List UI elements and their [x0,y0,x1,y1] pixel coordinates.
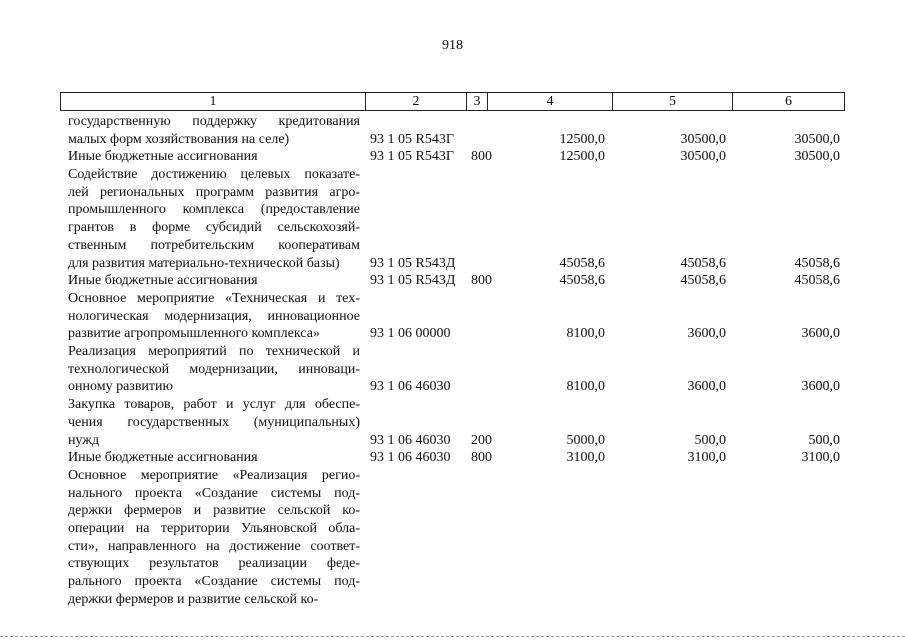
budget-code: 93 1 05 R543Д [370,255,456,271]
budget-code: 93 1 06 00000 [370,326,451,342]
description-line: Основное мероприятие «Реализация регио- [68,467,360,483]
description-line: государственную поддержку кредитования [68,114,360,129]
amount-col-6: 30500,0 [794,149,840,165]
description-line: сти», направленного на достижение соответ- [68,538,360,554]
description-line: Иные бюджетные ассигнования [68,450,258,466]
description-line: нального проекта «Создание системы под- [68,485,360,501]
description-line: нужд [68,432,100,448]
amount-col-4: 45058,6 [559,255,605,271]
expense-type: 800 [471,273,492,289]
expense-type: 800 [471,149,492,165]
amount-col-5: 45058,6 [680,273,726,289]
amount-col-5: 3600,0 [687,379,726,395]
description-line: грантов в форме субсидий сельскохозяй- [68,220,360,236]
table-row [0,272,905,290]
amount-col-6: 30500,0 [794,131,840,147]
amount-col-6: 45058,6 [794,273,840,289]
table-row [0,449,905,467]
expense-type: 800 [471,450,492,466]
description-line: ственным потребительским кооперативам [68,237,360,253]
amount-col-4: 12500,0 [559,131,605,147]
amount-col-4: 12500,0 [559,149,605,165]
description-line: малых форм хозяйствования на селе) [68,131,290,147]
description-line: рального проекта «Создание системы под- [68,574,360,590]
description-line: Реализация мероприятий по технической и [68,344,360,360]
table-row [0,396,905,449]
budget-code: 93 1 06 46030 [370,450,451,466]
description-line: для развития материально-технической базы) [68,255,340,271]
amount-col-5: 30500,0 [680,131,726,147]
table-row [0,467,905,609]
table-row [0,343,905,396]
amount-col-5: 3600,0 [687,326,726,342]
amount-col-5: 30500,0 [680,149,726,165]
header-col-2: 2 [366,93,467,110]
description-line: нологическая модернизация, инновационное [68,308,360,324]
description-line: держки фермеров и развитие сельской ко- [68,503,360,519]
row-description [68,148,360,166]
row-description [68,272,360,290]
amount-col-4: 8100,0 [566,379,605,395]
amount-col-5: 45058,6 [680,255,726,271]
description-line: чения государственных (муниципальных) [68,414,360,430]
description-line: Иные бюджетные ассигнования [68,149,258,165]
description-line: Иные бюджетные ассигнования [68,273,258,289]
amount-col-4: 45058,6 [559,273,605,289]
row-description [68,166,360,272]
budget-code: 93 1 05 R543Г [370,131,454,147]
header-col-6: 6 [785,94,792,109]
description-line: развитие агропромышленного комплекса» [68,326,320,342]
table-row [0,166,905,272]
row-description [68,467,360,609]
amount-col-6: 3600,0 [801,379,840,395]
amount-col-4: 5000,0 [566,432,605,448]
description-line: Содействие достижению целевых показате- [68,167,360,183]
amount-col-5: 3100,0 [687,450,726,466]
table-body [0,113,905,609]
header-col-5: 5 [613,93,733,110]
page-number: 918 [442,38,463,53]
budget-code: 93 1 06 46030 [370,432,451,448]
header-col-3: 3 [467,93,488,110]
header-col-4: 4 [488,93,613,110]
amount-col-6: 500,0 [808,432,840,448]
expense-type: 200 [471,432,492,448]
amount-col-6: 45058,6 [794,255,840,271]
description-line: держки фермеров и развитие сельской ко- [68,591,319,607]
budget-code: 93 1 05 R543Д [370,273,456,289]
page-edge-divider [0,636,905,637]
table-row [0,113,905,148]
amount-col-6: 3100,0 [801,450,840,466]
amount-col-4: 3100,0 [566,450,605,466]
description-line: Основное мероприятие «Техническая и тех- [68,290,360,306]
table-header [60,92,845,111]
header-col-1: 1 [61,93,366,110]
amount-col-6: 3600,0 [801,326,840,342]
table-row [0,148,905,166]
description-line: лей региональных программ развития агро- [68,184,360,200]
description-line: операции на территории Ульяновской обла- [68,520,360,536]
description-line: Закупка товаров, работ и услуг для обеспе- [68,397,360,413]
budget-code: 93 1 06 46030 [370,379,451,395]
row-description [68,449,360,467]
description-line: промышленного комплекса (предоставление [68,202,360,218]
description-line: ствующих результатов реализации феде- [68,556,360,572]
description-line: технологической модернизации, инноваци- [68,361,360,377]
table-row [0,290,905,343]
row-description [68,113,360,148]
description-line: онному развитию [68,379,173,395]
amount-col-5: 500,0 [694,432,726,448]
row-description [68,343,360,396]
row-description [68,290,360,343]
row-description [68,396,360,449]
budget-code: 93 1 05 R543Г [370,149,454,165]
amount-col-4: 8100,0 [566,326,605,342]
